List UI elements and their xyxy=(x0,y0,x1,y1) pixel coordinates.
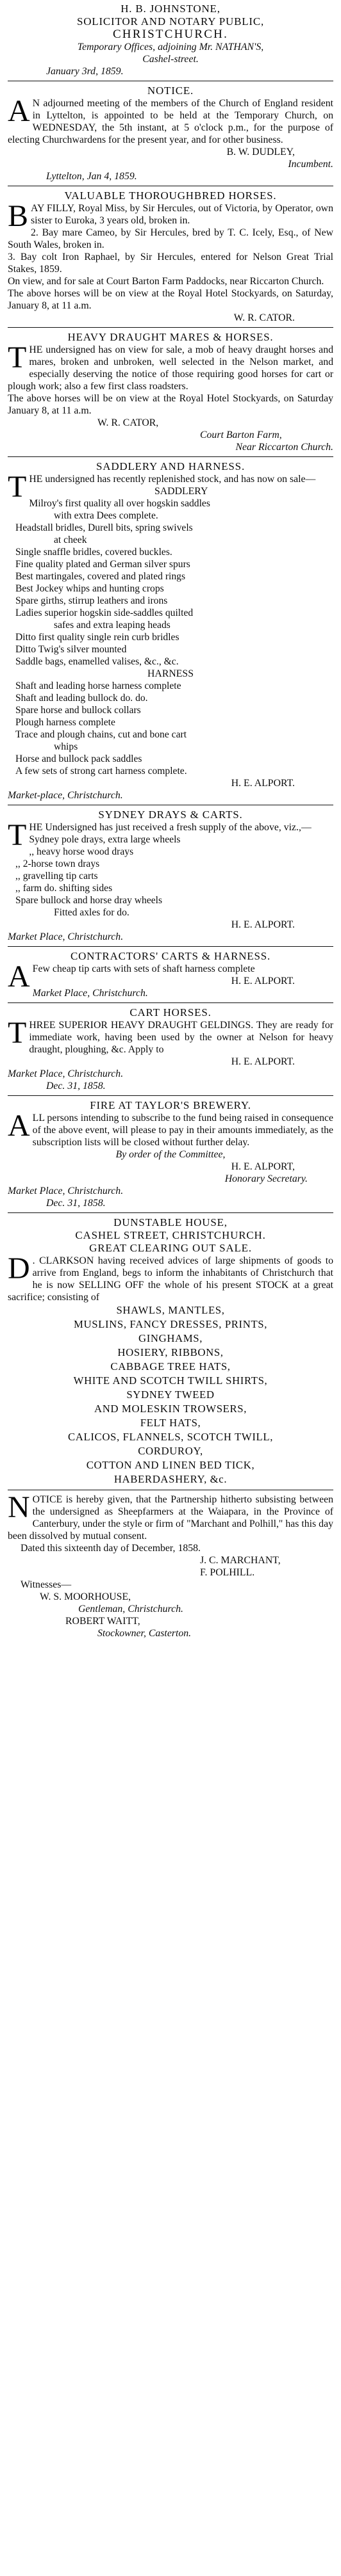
list-item: Headstall bridles, Durell bits, spring swivels xyxy=(15,522,193,533)
ad-draught xyxy=(8,331,333,453)
divider xyxy=(8,1095,333,1096)
draught-dropcap: T xyxy=(8,341,27,374)
carthorses-signature: H. E. ALPORT. xyxy=(231,1056,295,1067)
list-item: ,, gravelling tip carts xyxy=(15,871,98,881)
johnstone-street: Cashel-street. xyxy=(142,54,199,65)
johnstone-name: H. B. JOHNSTONE, xyxy=(121,3,220,15)
notice-sig-title: Incumbent. xyxy=(288,159,333,170)
johnstone-profession: SOLICITOR AND NOTARY PUBLIC, xyxy=(76,15,265,28)
johnstone-town: CHRISTCHURCH. xyxy=(112,28,229,41)
list-item: CORDUROY, xyxy=(138,1445,203,1457)
list-item: Spare horse and bullock collars xyxy=(15,705,141,716)
contractors-text1: Few cheap tip carts with sets of shaft harness complete xyxy=(32,963,255,974)
fire-title: FIRE AT TAYLOR'S BREWERY. xyxy=(90,1099,251,1111)
partnership-witnesses: Witnesses— xyxy=(21,1579,72,1590)
list-item: Ladies superior hogskin side-saddles quilted xyxy=(15,608,194,618)
ad-johnstone xyxy=(8,3,333,77)
list-item: MUSLINS, FANCY DRESSES, PRINTS, xyxy=(73,1318,268,1330)
saddlery-dropcap: T xyxy=(8,470,27,504)
fire-date: Dec. 31, 1858. xyxy=(46,1198,106,1209)
ad-saddlery xyxy=(8,460,333,801)
ad-fire xyxy=(8,1099,333,1209)
list-item: ,, heavy horse wood drays xyxy=(29,846,134,857)
divider xyxy=(8,456,333,457)
list-item: Best Jockey whips and hunting crops xyxy=(15,583,164,594)
list-item: GINGHAMS, xyxy=(138,1332,203,1344)
list-item: Shaft and leading bullock do. do. xyxy=(15,693,148,704)
thoroughbred-title: VALUABLE THOROUGHBRED HORSES. xyxy=(64,189,277,202)
carthorses-body1 xyxy=(8,1016,333,1056)
saddlery-signature: H. E. ALPORT. xyxy=(231,778,295,789)
drays-signature: H. E. ALPORT. xyxy=(231,919,295,930)
contractors-signature: H. E. ALPORT. xyxy=(231,976,295,986)
dunstable-l2: CASHEL STREET, CHRISTCHURCH. xyxy=(75,1229,266,1241)
fire-dropcap: A xyxy=(8,1109,30,1143)
thoroughbred-body1 xyxy=(8,199,333,233)
list-item: A few sets of strong cart harness complete. xyxy=(15,766,187,777)
divider xyxy=(8,946,333,947)
dunstable-body1 xyxy=(8,1252,333,1303)
list-item: with extra Dees complete. xyxy=(54,510,158,521)
saddlery-place: Market-place, Christchurch. xyxy=(8,790,123,801)
newspaper-column xyxy=(8,0,333,2576)
fire-place: Market Place, Christchurch. xyxy=(8,1186,124,1196)
contractors-place: Market Place, Christchurch. xyxy=(32,988,148,999)
list-item: whips xyxy=(54,741,78,752)
saddlery-sub2: HARNESS xyxy=(147,668,194,679)
partnership-w1b: Gentleman, Christchurch. xyxy=(78,1604,183,1614)
list-item: AND MOLESKIN TROWSERS, xyxy=(94,1403,247,1415)
ad-partnership xyxy=(8,1490,333,1639)
list-item: Ditto Twig's silver mounted xyxy=(15,644,127,655)
thoroughbred-dropcap: B xyxy=(8,199,29,233)
list-item: HOSIERY, RIBBONS, xyxy=(117,1346,224,1358)
thoroughbred-text2: 2. Bay mare Cameo, by Sir Hercules, bred by T. C. Icely, Esq., of New South Wales, broken in. xyxy=(8,227,333,250)
johnstone-office: Temporary Offices, adjoining Mr. NATHAN'S, xyxy=(77,42,264,52)
thoroughbred-text4: On view, and for sale at Court Barton Farm Paddocks, near Riccarton Church. xyxy=(8,276,324,287)
thoroughbred-signature: W. R. CATOR. xyxy=(233,312,295,323)
list-item: Plough harness complete xyxy=(15,717,115,728)
list-item: Milroy's first quality all over hogskin saddles xyxy=(29,498,210,509)
list-item: CABBAGE TREE HATS, xyxy=(110,1360,231,1373)
list-item: Horse and bullock pack saddles xyxy=(15,753,142,764)
partnership-dropcap: N xyxy=(8,1490,30,1524)
draught-sig1: W. R. CATOR, xyxy=(97,417,159,428)
carthorses-text1: HREE SUPERIOR HEAVY DRAUGHT GELDINGS. They are ready for immediate work, having been used by the owner at Nelson for heavy draught, ploughing, &c. Apply to xyxy=(29,1020,333,1055)
partnership-w2: ROBERT WAITT, xyxy=(65,1616,140,1627)
saddlery-sub1: SADDLERY xyxy=(154,486,208,497)
list-item: Spare girths, stirrup leathers and irons xyxy=(15,595,168,606)
johnstone-date: January 3rd, 1859. xyxy=(46,66,124,77)
saddlery-text1: HE undersigned has recently replenished stock, and has now on sale— xyxy=(29,474,316,485)
list-item: ,, farm do. shifting sides xyxy=(15,883,113,894)
list-item: Best martingales, covered and plated rings xyxy=(15,571,186,582)
partnership-w1: W. S. MOORHOUSE, xyxy=(40,1591,131,1602)
dunstable-dropcap: D xyxy=(8,1252,30,1285)
list-item: Fine quality plated and German silver spurs xyxy=(15,559,190,570)
drays-dropcap: T xyxy=(8,818,27,852)
carthorses-title: CART HORSES. xyxy=(129,1006,212,1018)
thoroughbred-text1: AY FILLY, Royal Miss, by Sir Hercules, out of Victoria, by Operator, own sister to Euroka, 3 years old, broken in. xyxy=(31,203,333,226)
divider xyxy=(8,1002,333,1003)
list-item: at cheek xyxy=(54,535,87,545)
draught-text1: HE undersigned has on view for sale, a mob of heavy draught horses and mares, broken and unbroken, well selected in the Nelson market, and especially deserving the notice of those requiring good horses for cart or plough work; also a few first class roadsters. xyxy=(8,344,333,392)
list-item: safes and extra leaping heads xyxy=(54,620,170,631)
list-item: COTTON AND LINEN BED TICK, xyxy=(86,1459,255,1471)
dunstable-l3: GREAT CLEARING OUT SALE. xyxy=(89,1242,252,1254)
partnership-w2b: Stockowner, Casterton. xyxy=(97,1628,192,1639)
thoroughbred-text3: 3. Bay colt Iron Raphael, by Sir Hercules, entered for Nelson Great Trial Stakes, 1859. xyxy=(8,252,333,275)
ad-drays xyxy=(8,809,333,943)
partnership-text1: OTICE is hereby given, that the Partnership hitherto subsisting between the undersigned as Sheepfarmers at the Waiapara, in the Province of Canterbury, under the style or firm of "Marchant and Polhill," has this day been dissolved by mutual consent. xyxy=(8,1494,333,1542)
thoroughbred-text5: The above horses will be on view at the Royal Hotel Stockyards, on Saturday, January 8, at 11 a.m. xyxy=(8,288,333,311)
draught-text2: The above horses will be on view at the Royal Hotel Stockyards, on Saturday January 8, at 11 a.m. xyxy=(8,393,333,416)
notice-signature: B. W. DUDLEY, xyxy=(226,147,295,157)
draught-sig2: Court Barton Farm, xyxy=(200,430,282,440)
harness-list xyxy=(8,680,333,777)
list-item: Trace and plough chains, cut and bone cart xyxy=(15,729,187,740)
list-item: Single snaffle bridles, covered buckles. xyxy=(15,547,172,558)
notice-title: NOTICE. xyxy=(147,85,194,97)
saddlery-title: SADDLERY AND HARNESS. xyxy=(96,460,245,472)
list-item: SYDNEY TWEED xyxy=(126,1389,215,1401)
fire-by: By order of the Committee, xyxy=(115,1149,226,1160)
contractors-dropcap: A xyxy=(8,960,30,994)
list-item: ,, 2-horse town drays xyxy=(15,858,100,869)
fire-body1 xyxy=(8,1109,333,1148)
fire-sig-title: Honorary Secretary. xyxy=(224,1173,308,1184)
list-item: CALICOS, FLANNELS, SCOTCH TWILL, xyxy=(67,1431,274,1443)
drays-list xyxy=(8,833,333,919)
carthorses-date: Dec. 31, 1858. xyxy=(46,1081,106,1091)
dunstable-goods xyxy=(8,1303,333,1486)
list-item: WHITE AND SCOTCH TWILL SHIRTS, xyxy=(73,1374,268,1387)
list-item: Ditto first quality single rein curb bridles xyxy=(15,632,179,643)
dunstable-text1: . CLARKSON having received advices of large shipments of goods to arrive from England, begs to inform the inhabitants of Christchurch that he is now SELLING OFF the whole of his present STOCK at a great sacrifice; consisting of xyxy=(8,1255,333,1303)
list-item: Spare bullock and horse dray wheels xyxy=(15,895,163,906)
saddlery-list xyxy=(8,497,333,668)
list-item: SHAWLS, MANTLES, xyxy=(116,1304,225,1316)
partnership-dated: Dated this sixteenth day of December, 1858. xyxy=(21,1543,201,1554)
draught-title: HEAVY DRAUGHT MARES & HORSES. xyxy=(67,331,274,343)
dunstable-l1: DUNSTABLE HOUSE, xyxy=(113,1216,228,1228)
list-item: Saddle bags, enamelled valises, &c., &c. xyxy=(15,656,179,667)
ad-notice xyxy=(8,85,333,182)
drays-title: SYDNEY DRAYS & CARTS. xyxy=(98,809,243,821)
notice-dropcap: A xyxy=(8,94,30,128)
list-item: HABERDASHERY, &c. xyxy=(113,1473,228,1485)
ad-contractors xyxy=(8,950,333,999)
ad-carthorses xyxy=(8,1006,333,1092)
list-item: FELT HATS, xyxy=(140,1417,201,1429)
notice-text: N adjourned meeting of the members of the Church of England resident in Lyttelton, is appointed to be held at the Temporary Church, on WEDNESDAY, the 5th instant, at 5 o'clock p.m., for the purpose of electing Churchwardens for the present year, and for other business. xyxy=(8,98,333,145)
notice-body xyxy=(8,94,333,146)
list-item: Shaft and leading horse harness complete xyxy=(15,680,181,691)
partnership-sig1: J. C. MARCHANT, xyxy=(200,1555,281,1566)
draught-sig3: Near Riccarton Church. xyxy=(235,442,333,453)
divider xyxy=(8,327,333,328)
list-item: Sydney pole drays, extra large wheels xyxy=(29,834,181,845)
drays-place: Market Place, Christchurch. xyxy=(8,931,124,942)
list-item: Fitted axles for do. xyxy=(54,907,129,918)
partnership-sig2: F. POLHILL. xyxy=(200,1567,255,1578)
fire-signature: H. E. ALPORT, xyxy=(231,1161,295,1172)
contractors-title: CONTRACTORS' CARTS & HARNESS. xyxy=(70,950,271,962)
draught-body1 xyxy=(8,341,333,392)
ad-dunstable xyxy=(8,1216,333,1486)
ad-thoroughbred xyxy=(8,189,333,324)
fire-text1: LL persons intending to subscribe to the fund being raised in consequence of the above event, will please to pay in their amounts immediately, as the subscription lists will be closed without further delay. xyxy=(32,1113,333,1148)
carthorses-dropcap: T xyxy=(8,1016,27,1050)
partnership-body1 xyxy=(8,1490,333,1542)
drays-text1: HE Undersigned has just received a fresh supply of the above, viz.,— xyxy=(29,822,312,833)
carthorses-place: Market Place, Christchurch. xyxy=(8,1068,124,1079)
divider xyxy=(8,1212,333,1213)
notice-place: Lyttelton, Jan 4, 1859. xyxy=(46,171,137,182)
